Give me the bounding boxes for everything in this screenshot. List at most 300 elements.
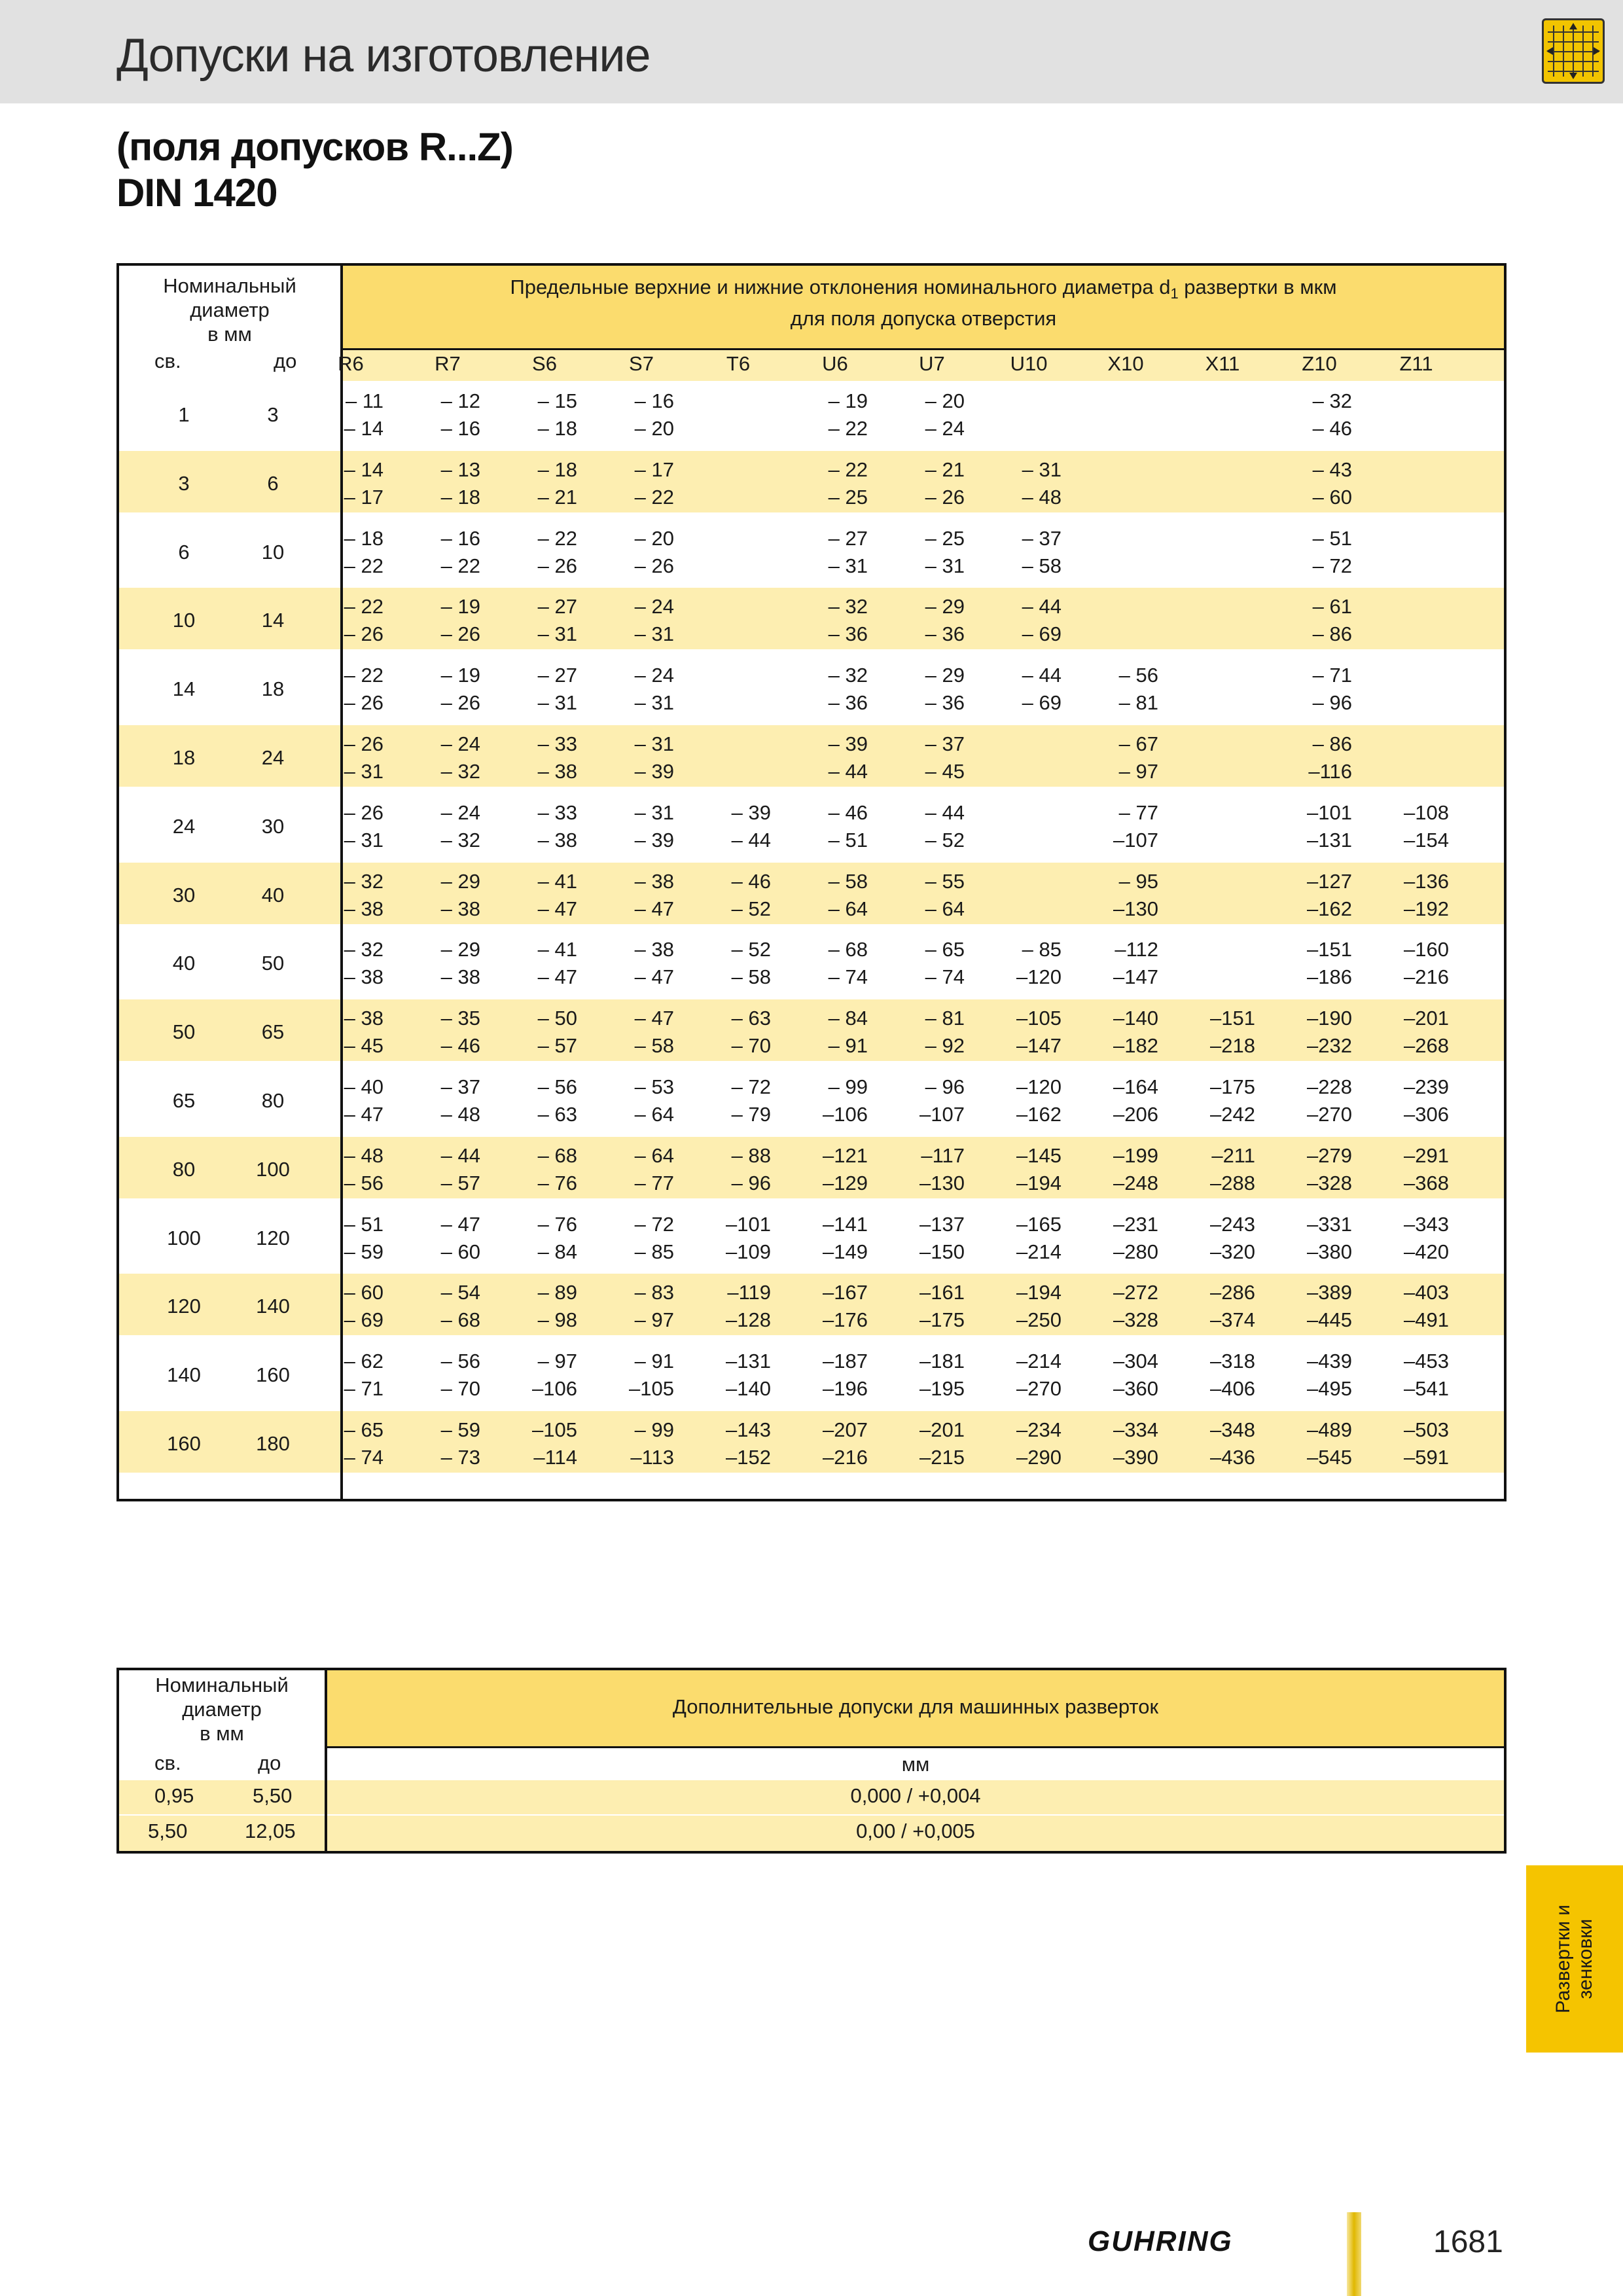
upper-deviation: –131: [726, 1350, 771, 1373]
upper-deviation: –165: [1016, 1212, 1061, 1236]
upper-deviation: – 12: [440, 389, 480, 412]
lower-deviation: – 36: [925, 691, 965, 715]
diameter-to: 14: [261, 609, 285, 632]
row1-from: 0,95: [154, 1784, 194, 1807]
lower-deviation: –182: [1113, 1034, 1158, 1058]
upper-deviation: – 29: [925, 595, 965, 619]
lower-deviation: –106: [823, 1103, 868, 1126]
lower-deviation: –194: [1016, 1171, 1061, 1194]
row2-to: 12,05: [245, 1820, 296, 1842]
lower-deviation: –270: [1016, 1377, 1061, 1401]
upper-deviation: – 22: [828, 457, 868, 481]
upper-deviation: – 62: [344, 1350, 383, 1373]
upper-deviation: – 53: [634, 1075, 674, 1098]
lower-deviation: –250: [1016, 1308, 1061, 1332]
lower-deviation: – 26: [634, 554, 674, 577]
upper-deviation: – 20: [634, 526, 674, 550]
diameter-from: 80: [172, 1157, 196, 1181]
lower-deviation: – 22: [828, 417, 868, 440]
lower-deviation: –109: [726, 1240, 771, 1263]
column-header: S6: [532, 352, 557, 375]
upper-deviation: – 56: [440, 1350, 480, 1373]
column-header: T6: [726, 352, 751, 375]
upper-deviation: – 68: [537, 1143, 577, 1167]
upper-deviation: –143: [726, 1418, 771, 1441]
lower-deviation: – 44: [731, 828, 771, 852]
upper-deviation: – 29: [440, 869, 480, 893]
diameter-to: 6: [267, 471, 279, 495]
lower-deviation: – 84: [537, 1240, 577, 1263]
lower-deviation: – 21: [537, 485, 577, 509]
row1-to: 5,50: [253, 1784, 293, 1807]
section-tab[interactable]: [1526, 1865, 1623, 2053]
upper-deviation: – 95: [1118, 869, 1158, 893]
lower-deviation: – 79: [731, 1103, 771, 1126]
diameter-from: 14: [172, 677, 196, 701]
lower-deviation: –113: [630, 1446, 674, 1469]
column-header: Z10: [1302, 352, 1337, 375]
upper-deviation: –101: [1307, 800, 1352, 824]
upper-deviation: –318: [1210, 1350, 1255, 1373]
upper-deviation: – 35: [440, 1007, 480, 1030]
lower-deviation: –214: [1016, 1240, 1061, 1263]
diameter-from: 140: [167, 1363, 201, 1387]
lower-deviation: – 26: [344, 691, 383, 715]
upper-deviation: – 17: [634, 457, 674, 481]
lower-deviation: – 77: [634, 1171, 674, 1194]
column-header: Z11: [1399, 352, 1433, 375]
upper-deviation: – 19: [440, 595, 480, 619]
lower-deviation: –216: [823, 1446, 868, 1469]
lower-deviation: –248: [1113, 1171, 1158, 1194]
column-divider: [340, 266, 343, 1499]
upper-deviation: – 19: [828, 389, 868, 412]
lower-deviation: –406: [1210, 1377, 1255, 1401]
lower-deviation: –380: [1307, 1240, 1352, 1263]
lower-deviation: – 92: [925, 1034, 965, 1058]
deviation-header: Предельные верхние и нижние отклонения номинального диаметра $d_1$ развертки в мкм для поля допуска отверстия: [510, 276, 1337, 331]
lower-deviation: – 31: [634, 691, 674, 715]
upper-deviation: – 32: [344, 869, 383, 893]
lower-deviation: – 38: [440, 965, 480, 989]
lower-deviation: – 72: [1312, 554, 1352, 577]
lower-deviation: – 38: [440, 897, 480, 920]
subtitle-line2: DIN 1420: [116, 171, 277, 215]
upper-deviation: – 59: [440, 1418, 480, 1441]
lower-deviation: – 45: [925, 760, 965, 783]
upper-deviation: – 44: [1022, 595, 1061, 619]
lower-deviation: – 60: [1312, 485, 1352, 509]
lower-deviation: –232: [1307, 1034, 1352, 1058]
lower-deviation: – 14: [344, 417, 383, 440]
diameter-to: 18: [261, 677, 285, 701]
upper-deviation: – 13: [440, 457, 480, 481]
diameter-from: 3: [178, 471, 190, 495]
upper-deviation: – 18: [344, 526, 383, 550]
lower-deviation: – 32: [440, 760, 480, 783]
lower-deviation: – 70: [440, 1377, 480, 1401]
column-header: R6: [338, 352, 364, 375]
diameter-from: 40: [172, 952, 196, 975]
section-tab-label: Развертки и зенковки: [1552, 1904, 1596, 2014]
lower-deviation: –545: [1307, 1446, 1352, 1469]
upper-deviation: –161: [919, 1281, 965, 1304]
tolerance-table: [116, 263, 1507, 1501]
upper-deviation: – 63: [731, 1007, 771, 1030]
lower-deviation: –374: [1210, 1308, 1255, 1332]
upper-deviation: –503: [1404, 1418, 1449, 1441]
lower-deviation: –206: [1113, 1103, 1158, 1126]
upper-deviation: –343: [1404, 1212, 1449, 1236]
lower-deviation: – 20: [634, 417, 674, 440]
upper-deviation: – 52: [731, 938, 771, 961]
lower-deviation: – 38: [537, 828, 577, 852]
lower-deviation: –107: [1113, 828, 1158, 852]
lower-deviation: –116: [1308, 760, 1352, 783]
upper-deviation: – 22: [344, 664, 383, 687]
lower-deviation: –129: [823, 1171, 868, 1194]
upper-deviation: – 21: [925, 457, 965, 481]
brand-logo: GUHRING: [1088, 2225, 1233, 2257]
diameter-to: 100: [256, 1157, 290, 1181]
diameter-to: 65: [261, 1020, 285, 1044]
upper-deviation: – 86: [1312, 732, 1352, 755]
upper-deviation: –151: [1210, 1007, 1255, 1030]
lower-deviation: – 18: [537, 417, 577, 440]
upper-deviation: – 19: [440, 664, 480, 687]
diameter-from: 10: [172, 609, 196, 632]
lower-deviation: – 31: [537, 622, 577, 646]
lower-deviation: – 70: [731, 1034, 771, 1058]
lower-deviation: –215: [919, 1446, 965, 1469]
lower-deviation: –420: [1404, 1240, 1449, 1263]
upper-deviation: – 65: [344, 1418, 383, 1441]
upper-deviation: –199: [1113, 1143, 1158, 1167]
upper-deviation: –105: [532, 1418, 577, 1441]
upper-deviation: –121: [823, 1143, 868, 1167]
upper-deviation: – 38: [634, 938, 674, 961]
diameter-to: 40: [261, 883, 285, 906]
upper-deviation: – 64: [634, 1143, 674, 1167]
lower-deviation: – 38: [344, 965, 383, 989]
upper-deviation: – 24: [634, 595, 674, 619]
upper-deviation: – 46: [731, 869, 771, 893]
lower-deviation: – 36: [828, 622, 868, 646]
lower-deviation: – 31: [925, 554, 965, 577]
upper-deviation: – 97: [537, 1350, 577, 1373]
lower-deviation: – 58: [634, 1034, 674, 1058]
upper-deviation: –181: [919, 1350, 965, 1373]
lower-deviation: – 47: [537, 965, 577, 989]
upper-deviation: – 29: [925, 664, 965, 687]
upper-deviation: – 77: [1118, 800, 1158, 824]
upper-deviation: – 72: [634, 1212, 674, 1236]
lower-deviation: – 36: [828, 691, 868, 715]
lower-deviation: – 68: [440, 1308, 480, 1332]
upper-deviation: – 24: [440, 732, 480, 755]
upper-deviation: – 99: [634, 1418, 674, 1441]
upper-deviation: – 56: [537, 1075, 577, 1098]
column-header: X11: [1205, 352, 1240, 375]
upper-deviation: – 33: [537, 800, 577, 824]
page-number: 1681: [1433, 2225, 1503, 2259]
lower-deviation: –268: [1404, 1034, 1449, 1058]
lower-deviation: – 91: [828, 1034, 868, 1058]
lower-deviation: – 74: [344, 1446, 383, 1469]
upper-deviation: – 31: [634, 800, 674, 824]
diameter-from: 30: [172, 883, 196, 906]
lower-deviation: – 51: [828, 828, 868, 852]
row2-value: 0,00 / +0,005: [856, 1820, 975, 1842]
upper-deviation: –231: [1113, 1212, 1158, 1236]
lower-deviation: –154: [1404, 828, 1449, 852]
lower-deviation: – 45: [344, 1034, 383, 1058]
document-subtitle: [116, 124, 513, 216]
upper-deviation: – 91: [634, 1350, 674, 1373]
upper-deviation: – 83: [634, 1281, 674, 1304]
lower-deviation: –216: [1404, 965, 1449, 989]
lower-deviation: –218: [1210, 1034, 1255, 1058]
lower-deviation: –175: [919, 1308, 965, 1332]
upper-deviation: –120: [1016, 1075, 1061, 1098]
upper-deviation: –234: [1016, 1418, 1061, 1441]
diameter-to: 160: [256, 1363, 290, 1387]
row2-from: 5,50: [148, 1820, 188, 1842]
upper-deviation: – 25: [925, 526, 965, 550]
lower-deviation: – 56: [344, 1171, 383, 1194]
upper-deviation: – 22: [344, 595, 383, 619]
upper-deviation: –211: [1211, 1143, 1255, 1167]
lower-deviation: –130: [919, 1171, 965, 1194]
diameter-from: 65: [172, 1089, 196, 1112]
to-label: до: [258, 1751, 281, 1774]
upper-deviation: –136: [1404, 869, 1449, 893]
upper-deviation: –164: [1113, 1075, 1158, 1098]
upper-deviation: – 26: [344, 800, 383, 824]
lower-deviation: – 69: [1022, 622, 1061, 646]
lower-deviation: – 26: [925, 485, 965, 509]
lower-deviation: –130: [1113, 897, 1158, 920]
lower-deviation: – 76: [537, 1171, 577, 1194]
lower-deviation: – 38: [344, 897, 383, 920]
upper-deviation: – 67: [1118, 732, 1158, 755]
diameter-to: 30: [261, 814, 285, 838]
lower-deviation: – 22: [634, 485, 674, 509]
upper-deviation: – 60: [344, 1281, 383, 1304]
to-label: до: [274, 350, 297, 372]
lower-deviation: –445: [1307, 1308, 1352, 1332]
lower-deviation: – 47: [344, 1103, 383, 1126]
lower-deviation: –320: [1210, 1240, 1255, 1263]
lower-deviation: – 22: [440, 554, 480, 577]
lower-deviation: –176: [823, 1308, 868, 1332]
lower-deviation: –270: [1307, 1103, 1352, 1126]
upper-deviation: – 96: [925, 1075, 965, 1098]
lower-deviation: – 73: [440, 1446, 480, 1469]
lower-deviation: –120: [1016, 965, 1061, 989]
upper-deviation: – 39: [828, 732, 868, 755]
lower-deviation: – 71: [344, 1377, 383, 1401]
lower-deviation: – 46: [440, 1034, 480, 1058]
lower-deviation: –106: [532, 1377, 577, 1401]
lower-deviation: – 32: [440, 828, 480, 852]
lower-deviation: –114: [533, 1446, 577, 1469]
lower-deviation: – 47: [537, 897, 577, 920]
upper-deviation: – 31: [1022, 457, 1061, 481]
lower-deviation: –288: [1210, 1171, 1255, 1194]
column-header: U7: [919, 352, 945, 375]
lower-deviation: –152: [726, 1446, 771, 1469]
lower-deviation: –495: [1307, 1377, 1352, 1401]
lower-deviation: – 25: [828, 485, 868, 509]
upper-deviation: – 24: [634, 664, 674, 687]
upper-deviation: – 54: [440, 1281, 480, 1304]
lower-deviation: – 85: [634, 1240, 674, 1263]
upper-deviation: – 39: [731, 800, 771, 824]
diameter-from: 6: [178, 540, 190, 564]
upper-deviation: –117: [921, 1143, 965, 1167]
upper-deviation: –239: [1404, 1075, 1449, 1098]
lower-deviation: –360: [1113, 1377, 1158, 1401]
upper-deviation: – 89: [537, 1281, 577, 1304]
lower-deviation: –149: [823, 1240, 868, 1263]
grid-arrows-icon: [1542, 18, 1605, 84]
upper-deviation: – 46: [828, 800, 868, 824]
lower-deviation: –491: [1404, 1308, 1449, 1332]
upper-deviation: – 16: [440, 526, 480, 550]
diameter-from: 24: [172, 814, 196, 838]
lower-deviation: –541: [1404, 1377, 1449, 1401]
lower-deviation: –140: [726, 1377, 771, 1401]
diameter-to: 140: [256, 1295, 290, 1318]
upper-deviation: –389: [1307, 1281, 1352, 1304]
diameter-from: 160: [167, 1432, 201, 1455]
lower-deviation: – 98: [537, 1308, 577, 1332]
column-header: U6: [822, 352, 848, 375]
upper-deviation: – 32: [1312, 389, 1352, 412]
diameter-from: 50: [172, 1020, 196, 1044]
lower-deviation: –290: [1016, 1446, 1061, 1469]
upper-deviation: –175: [1210, 1075, 1255, 1098]
diameter-from: 18: [172, 746, 196, 769]
upper-deviation: – 76: [537, 1212, 577, 1236]
upper-deviation: –291: [1404, 1143, 1449, 1167]
lower-deviation: – 18: [440, 485, 480, 509]
lower-deviation: –306: [1404, 1103, 1449, 1126]
lower-deviation: – 39: [634, 828, 674, 852]
lower-deviation: –162: [1016, 1103, 1061, 1126]
upper-deviation: –207: [823, 1418, 868, 1441]
upper-deviation: –348: [1210, 1418, 1255, 1441]
upper-deviation: – 22: [537, 526, 577, 550]
lower-deviation: –328: [1307, 1171, 1352, 1194]
lower-deviation: – 52: [925, 828, 965, 852]
upper-deviation: – 81: [925, 1007, 965, 1030]
upper-deviation: – 27: [537, 664, 577, 687]
diameter-to: 10: [261, 540, 285, 564]
upper-deviation: –101: [726, 1212, 771, 1236]
lower-deviation: – 96: [1312, 691, 1352, 715]
lower-deviation: – 81: [1118, 691, 1158, 715]
upper-deviation: – 27: [828, 526, 868, 550]
lower-deviation: – 74: [925, 965, 965, 989]
column-header: U10: [1010, 352, 1048, 375]
from-label: св.: [154, 1751, 181, 1774]
upper-deviation: – 15: [537, 389, 577, 412]
additional-tolerance-table: [116, 1668, 1507, 1854]
header-divider: [343, 348, 1504, 350]
upper-deviation: – 56: [1118, 664, 1158, 687]
lower-deviation: –107: [919, 1103, 965, 1126]
lower-deviation: – 26: [440, 622, 480, 646]
upper-deviation: – 47: [440, 1212, 480, 1236]
upper-deviation: – 51: [1312, 526, 1352, 550]
lower-deviation: – 97: [1118, 760, 1158, 783]
lower-deviation: –147: [1016, 1034, 1061, 1058]
upper-deviation: – 32: [828, 664, 868, 687]
upper-deviation: – 38: [634, 869, 674, 893]
upper-deviation: – 29: [440, 938, 480, 961]
lower-deviation: –390: [1113, 1446, 1158, 1469]
footer-accent-bar: [1347, 2212, 1361, 2296]
lower-deviation: – 31: [344, 828, 383, 852]
upper-deviation: –453: [1404, 1350, 1449, 1373]
upper-deviation: –201: [1404, 1007, 1449, 1030]
lower-deviation: – 46: [1312, 417, 1352, 440]
lower-deviation: –196: [823, 1377, 868, 1401]
upper-deviation: – 84: [828, 1007, 868, 1030]
upper-deviation: – 16: [634, 389, 674, 412]
lower-deviation: – 48: [1022, 485, 1061, 509]
upper-deviation: – 61: [1312, 595, 1352, 619]
lower-deviation: – 48: [440, 1103, 480, 1126]
lower-deviation: – 36: [925, 622, 965, 646]
upper-deviation: – 47: [634, 1007, 674, 1030]
upper-deviation: –137: [919, 1212, 965, 1236]
upper-deviation: –167: [823, 1281, 868, 1304]
upper-deviation: –201: [919, 1418, 965, 1441]
lower-deviation: – 44: [828, 760, 868, 783]
lower-deviation: –128: [726, 1308, 771, 1332]
lower-deviation: –280: [1113, 1240, 1158, 1263]
lower-deviation: – 31: [537, 691, 577, 715]
lower-deviation: –591: [1404, 1446, 1449, 1469]
diameter-from: 1: [178, 403, 190, 426]
lower-deviation: – 31: [634, 622, 674, 646]
column-header: S7: [629, 352, 654, 375]
upper-deviation: –331: [1307, 1212, 1352, 1236]
upper-deviation: – 68: [828, 938, 868, 961]
upper-deviation: – 38: [344, 1007, 383, 1030]
upper-deviation: –160: [1404, 938, 1449, 961]
upper-deviation: – 43: [1312, 457, 1352, 481]
upper-deviation: – 71: [1312, 664, 1352, 687]
upper-deviation: – 32: [344, 938, 383, 961]
upper-deviation: – 37: [1022, 526, 1061, 550]
lower-deviation: – 64: [925, 897, 965, 920]
lower-deviation: – 64: [828, 897, 868, 920]
lower-deviation: –436: [1210, 1446, 1255, 1469]
lower-deviation: –131: [1307, 828, 1352, 852]
upper-deviation: –214: [1016, 1350, 1061, 1373]
lower-deviation: – 31: [828, 554, 868, 577]
lower-deviation: – 47: [634, 897, 674, 920]
diameter-to: 3: [267, 403, 279, 426]
lower-deviation: – 16: [440, 417, 480, 440]
lower-deviation: –368: [1404, 1171, 1449, 1194]
upper-deviation: – 55: [925, 869, 965, 893]
upper-deviation: – 51: [344, 1212, 383, 1236]
